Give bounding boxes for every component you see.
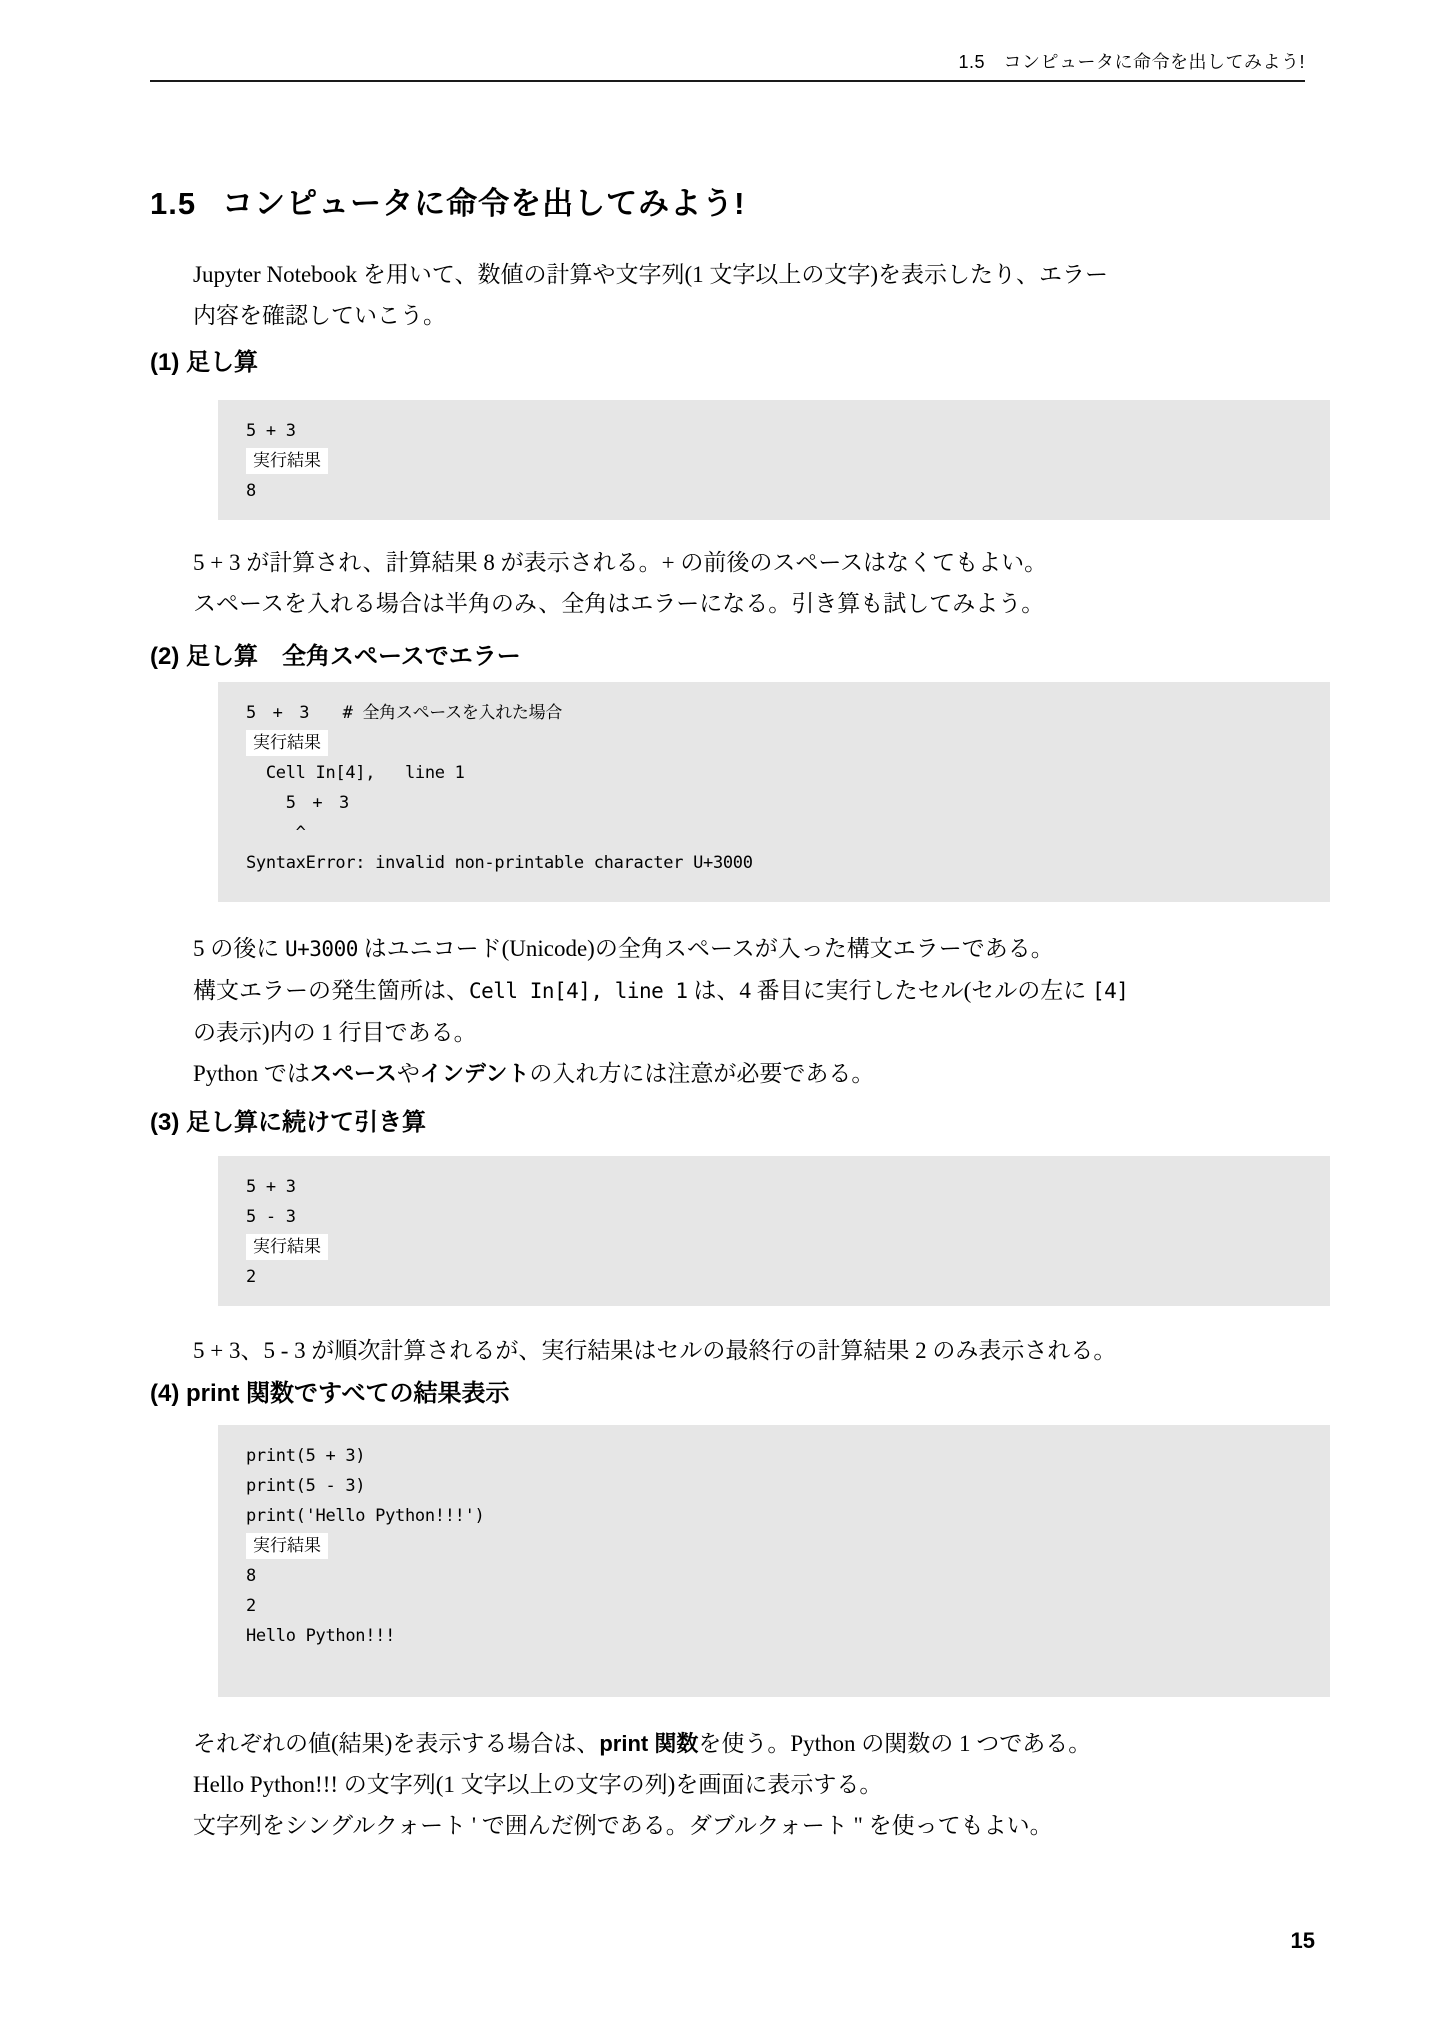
output-line: 5 + 3: [246, 793, 349, 813]
running-head: [150, 48, 1305, 82]
text-line: スペースを入れる場合は半角のみ、全角はエラーになる。引き算も試してみよう。: [193, 591, 1045, 616]
running-title: 1.5 コンピュータに命令を出してみよう!: [958, 52, 1305, 72]
page-number: 15: [1290, 1928, 1315, 1953]
code-line: 5 + 3 # 全角スペースを入れた場合: [246, 703, 563, 723]
code-block-4: [218, 1425, 1330, 1697]
code-inline: [4]: [1092, 979, 1129, 1003]
paragraph-1: [193, 542, 1305, 624]
text-segment: や: [396, 1061, 420, 1086]
text-segment: は、4 番目に実行したセル(セルの左に: [687, 978, 1092, 1003]
paragraph-3: [193, 1330, 1305, 1371]
code-line: print('Hello Python!!!'): [246, 1506, 485, 1526]
code-block-2: [218, 682, 1330, 902]
code-inline: Cell In[4], line 1: [469, 979, 688, 1003]
result-label: 実行結果: [246, 730, 328, 756]
text-segment: Python では: [193, 1061, 310, 1086]
item-4-heading: (4) print 関数ですべての結果表示: [150, 1380, 510, 1407]
code-line: print(5 + 3): [246, 1446, 366, 1466]
result-label: 実行結果: [246, 448, 328, 474]
code-line: print(5 - 3): [246, 1476, 366, 1496]
emphasis-text: スペース: [309, 1061, 397, 1086]
code-line: 5 + 3: [246, 421, 296, 441]
section-heading: [150, 182, 1305, 226]
emphasis-text: インデント: [419, 1061, 530, 1086]
section-title: コンピュータに命令を出してみよう!: [222, 186, 746, 221]
result-label: 実行結果: [246, 1533, 328, 1559]
text-segment: 構文エラーの発生箇所は、: [193, 978, 469, 1003]
item-3-heading: (3) 足し算に続けて引き算: [150, 1109, 426, 1136]
output-line: 8: [246, 1566, 256, 1586]
text-line: 5 + 3 が計算され、計算結果 8 が表示される。+ の前後のスペースはなくてもよい。: [193, 550, 1048, 575]
output-line: Cell In[4], line 1: [246, 763, 465, 783]
text-line: 5 + 3、5 - 3 が順次計算されるが、実行結果はセルの最終行の計算結果 2 のみ表示される。: [193, 1338, 1117, 1363]
text-segment: はユニコード(Unicode)の全角スペースが入った構文エラーである。: [357, 936, 1054, 961]
result-label-line: [246, 728, 1320, 758]
text-line: Jupyter Notebook を用いて、数値の計算や文字列(1 文字以上の文字)を表示したり、エラー: [193, 262, 1109, 287]
output-line: SyntaxError: invalid non-printable character U+3000: [246, 853, 753, 873]
output-line: 2: [246, 1596, 256, 1616]
text-segment: を使う。Python の関数の 1 つである。: [698, 1731, 1092, 1756]
text-line: 内容を確認していこう。: [193, 303, 446, 328]
output-line: 2: [246, 1267, 256, 1287]
intro-paragraph: [193, 254, 1305, 336]
text-line: Hello Python!!! の文字列(1 文字以上の文字の列)を画面に表示する。: [193, 1772, 883, 1797]
code-block-1: [218, 400, 1330, 520]
text-line: の表示)内の 1 行目である。: [193, 1020, 477, 1045]
emphasis-text: print 関数: [599, 1731, 699, 1756]
text-line: 文字列をシングルクォート ' で囲んだ例である。ダブルクォート " を使ってもよい。: [193, 1813, 1053, 1838]
code-block-3: [218, 1156, 1330, 1306]
text-segment: それぞれの値(結果)を表示する場合は、: [193, 1731, 600, 1756]
text-line: [193, 1053, 1305, 1094]
output-line: ^: [246, 823, 306, 843]
paragraph-2: [193, 928, 1305, 1094]
item-1-heading: (1) 足し算: [150, 349, 258, 376]
output-line: 8: [246, 481, 256, 501]
result-label-line: [246, 1232, 1320, 1262]
paragraph-4: [193, 1723, 1305, 1846]
text-line: [193, 928, 1305, 970]
code-inline: U+3000: [285, 937, 358, 961]
code-line: 5 + 3: [246, 1177, 296, 1197]
section-number: 1.5: [150, 186, 197, 221]
text-segment: の入れ方には注意が必要である。: [529, 1061, 875, 1086]
text-segment: 5 の後に: [193, 936, 285, 961]
result-label-line: [246, 1531, 1320, 1561]
text-line: [193, 1723, 1305, 1764]
code-line: 5 - 3: [246, 1207, 296, 1227]
output-line: Hello Python!!!: [246, 1626, 396, 1646]
text-line: [193, 970, 1305, 1012]
result-label: 実行結果: [246, 1234, 328, 1260]
item-2-heading: (2) 足し算 全角スペースでエラー: [150, 643, 521, 670]
result-label-line: [246, 446, 1320, 476]
